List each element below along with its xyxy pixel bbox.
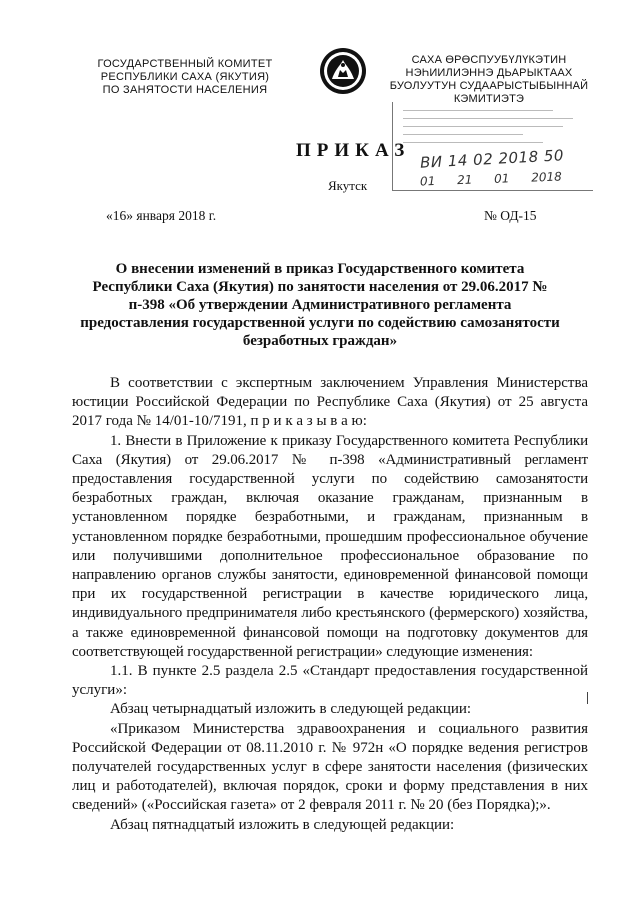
paragraph: В соответствии с экспертным заключением Управления Министерства юстиции Российской Федерации по Республике Саха (Якутия) от 25 августа 2017 года № 14/01-10/7191, п р и к а з ы в а ю: xyxy=(72,375,588,430)
issuer-line: ПО ЗАНЯТОСТИ НАСЕЛЕНИЯ xyxy=(102,84,268,96)
document-number: № ОД-15 xyxy=(484,208,537,223)
paragraph: «Приказом Министерства здравоохранения и социального развития Российской Федерации от 08.11.2010 г. № 972н «О порядке ведения регистров получателей государственных услуг в сфере занятости населения (физических лиц и работодателей), включая порядок, сроки и форму представления в них сведений» («Российская газета» от 2 февраля 2011 г. № 20 (без Порядка);». xyxy=(72,720,588,814)
margin-mark xyxy=(587,692,594,704)
document-body xyxy=(72,374,588,835)
issuer-line: РЕСПУБЛИКИ САХА (ЯКУТИЯ) xyxy=(100,71,270,83)
handwritten-registration-date: 01 21 01 2018 xyxy=(419,169,562,189)
emblem-icon xyxy=(318,46,368,96)
paragraph: Абзац пятнадцатый изложить в следующей редакции: xyxy=(110,816,455,833)
document-subject: О внесении изменений в приказ Государственного комитета Республики Саха (Якутия) по занятости населения от 29.06.2017 № п-398 «Об утверждении Административного регламента предоставления государственной услуги по содействию самозанятости безработных граждан» xyxy=(80,261,560,349)
issuer-name-yakut xyxy=(378,54,600,106)
issuer-line: КЭМИТИЭТЭ xyxy=(453,93,525,105)
issuer-line: ГОСУДАРСТВЕННЫЙ КОМИТЕТ xyxy=(97,58,273,70)
document-city: Якутск xyxy=(328,178,368,193)
document-title: ПРИКАЗ xyxy=(296,140,411,161)
paragraph: Абзац четырнадцатый изложить в следующей редакции: xyxy=(110,701,472,718)
paragraph: 1.1. В пункте 2.5 раздела 2.5 «Стандарт предоставления государственной услуги»: xyxy=(72,663,588,699)
issuer-line: БУОЛУУТУН СУДААРЫСТЫБЫННАЙ xyxy=(389,80,589,92)
issuer-line: НЭҺИИЛИЭННЭ ДЬАРЫКТААХ xyxy=(405,67,573,79)
paragraph: 1. Внести в Приложение к приказу Государственного комитета Республики Саха (Якутия) от 29.06.2017 № п-398 «Административный регламент предоставления государственной услуги по содействию самозанятости безработных граждан, включая оказание гражданам, признанным в установленном порядке безработными, и гражданам, признанным в установленном порядке безработными, прошедшим профессиональное обучение или получившими дополнительное профессиональное образование по направлению органов службы занятости, единовременной финансовой помощи при их государственной регистрации в качестве юридического лица, индивидуального предпринимателя либо крестьянского (фермерского) хозяйства, а также единовременной финансовой помощи на подготовку документов для соответствующей государственной регистрации» следующие изменения: xyxy=(72,432,588,660)
issuer-line: САХА ӨРӨСПУУБҮЛҮКЭТИН xyxy=(411,54,567,66)
handwritten-registration-number: ВИ 14 02 2018 50 xyxy=(419,146,565,172)
document-date: «16» января 2018 г. xyxy=(106,208,217,223)
issuer-name-russian xyxy=(70,58,300,97)
